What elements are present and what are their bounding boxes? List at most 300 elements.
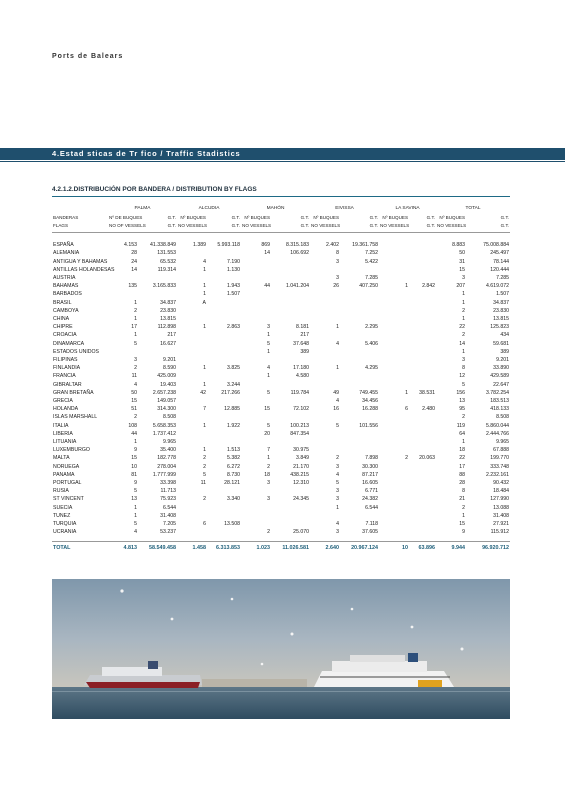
value-cell: 2.232.161 bbox=[485, 471, 510, 478]
value-cell bbox=[271, 520, 310, 528]
value-cell: 4.580 bbox=[296, 373, 310, 380]
value-cell: 8.590 bbox=[163, 365, 176, 372]
value-cell bbox=[271, 356, 310, 364]
column-header-vessels-en: NO VESSELS bbox=[437, 223, 467, 228]
table-row bbox=[52, 520, 510, 528]
flag-cell: ISLAS MARSHALL bbox=[53, 414, 98, 421]
value-cell bbox=[271, 413, 310, 421]
value-cell bbox=[271, 487, 310, 495]
value-cell: 119 bbox=[456, 422, 466, 429]
value-cell: 3 bbox=[462, 275, 466, 281]
value-cell: 199.770 bbox=[490, 455, 510, 462]
table-row bbox=[52, 422, 510, 430]
value-cell: 51 bbox=[131, 406, 137, 413]
value-cell: 2 bbox=[203, 496, 206, 503]
page-header-title: Ports de Balears bbox=[52, 53, 124, 60]
value-cell: 13 bbox=[131, 496, 137, 503]
value-cell bbox=[310, 430, 340, 438]
table-row bbox=[52, 258, 510, 266]
value-cell: 3 bbox=[336, 488, 340, 495]
value-cell bbox=[379, 430, 409, 438]
value-cell: 2 bbox=[405, 455, 409, 462]
value-cell bbox=[379, 528, 409, 536]
table-row bbox=[52, 315, 510, 323]
value-cell: 9 bbox=[462, 529, 466, 536]
value-cell: 5 bbox=[134, 488, 137, 495]
value-cell: 64 bbox=[459, 430, 466, 437]
value-cell: 95 bbox=[459, 406, 466, 413]
value-cell: 65.532 bbox=[160, 258, 176, 265]
value-cell: 8.508 bbox=[496, 414, 510, 421]
flags-table bbox=[52, 204, 510, 554]
column-header-gt: G.T. bbox=[300, 215, 310, 220]
value-cell: 4 bbox=[134, 381, 137, 388]
value-cell bbox=[310, 266, 340, 274]
value-cell bbox=[271, 290, 310, 298]
value-cell: 53.237 bbox=[160, 529, 176, 536]
value-cell: 4.153 bbox=[124, 242, 137, 249]
value-cell bbox=[379, 372, 409, 380]
table-row bbox=[52, 463, 510, 471]
value-cell bbox=[340, 413, 379, 421]
value-cell: 119.784 bbox=[290, 389, 310, 396]
value-cell bbox=[379, 520, 409, 528]
table-row bbox=[52, 528, 510, 536]
value-cell: 5.860.044 bbox=[485, 422, 510, 429]
value-cell: 2 bbox=[336, 455, 340, 462]
value-cell: 3.825 bbox=[227, 365, 241, 372]
total-value: 58.549.458 bbox=[149, 544, 176, 551]
value-cell: 15 bbox=[264, 406, 271, 413]
value-cell: 15 bbox=[131, 398, 137, 405]
value-cell: 2 bbox=[462, 307, 466, 314]
value-cell: 34.456 bbox=[362, 398, 379, 405]
value-cell: 3 bbox=[462, 357, 466, 364]
value-cell bbox=[207, 504, 241, 512]
value-cell bbox=[409, 381, 436, 389]
flag-cell: NORUEGA bbox=[53, 463, 80, 470]
value-cell: 18.484 bbox=[493, 488, 510, 495]
value-cell bbox=[340, 315, 379, 323]
value-cell bbox=[271, 315, 310, 323]
value-cell: 5 bbox=[134, 521, 137, 528]
value-cell: 106.692 bbox=[290, 250, 310, 257]
column-header-gt: G.T. bbox=[426, 215, 436, 220]
value-cell bbox=[409, 356, 436, 364]
flag-cell: CHINA bbox=[53, 316, 70, 323]
value-cell bbox=[310, 413, 340, 421]
value-cell bbox=[409, 479, 436, 487]
value-cell bbox=[271, 266, 310, 274]
value-cell: 1 bbox=[134, 439, 137, 446]
flag-cell: FRANCIA bbox=[53, 373, 76, 380]
value-cell bbox=[271, 381, 310, 389]
value-cell: 18 bbox=[264, 471, 271, 478]
value-cell: 50 bbox=[459, 250, 466, 257]
value-cell bbox=[340, 446, 379, 454]
value-cell: 1.922 bbox=[227, 422, 241, 429]
value-cell bbox=[271, 299, 310, 307]
value-cell bbox=[108, 348, 138, 356]
value-cell bbox=[409, 463, 436, 471]
value-cell bbox=[310, 290, 340, 298]
value-cell: 42 bbox=[200, 389, 206, 396]
value-cell: 23.830 bbox=[493, 307, 510, 314]
value-cell: 1 bbox=[267, 373, 271, 380]
value-cell bbox=[207, 397, 241, 405]
flag-cell: ITALIA bbox=[53, 422, 69, 429]
value-cell: 5.406 bbox=[365, 340, 379, 347]
value-cell bbox=[207, 372, 241, 380]
value-cell bbox=[207, 487, 241, 495]
value-cell bbox=[409, 307, 436, 315]
value-cell: 1 bbox=[405, 389, 409, 396]
value-cell bbox=[340, 512, 379, 520]
value-cell: 3 bbox=[336, 463, 340, 470]
value-cell: 2.863 bbox=[227, 324, 241, 331]
value-cell: 5 bbox=[203, 471, 206, 478]
value-cell bbox=[310, 438, 340, 446]
value-cell: 8 bbox=[462, 365, 466, 372]
value-cell: 2 bbox=[203, 463, 206, 470]
value-cell: 31 bbox=[459, 258, 466, 265]
value-cell: 11.713 bbox=[160, 488, 176, 495]
value-cell bbox=[177, 372, 207, 380]
value-cell bbox=[379, 487, 409, 495]
value-cell: 245.497 bbox=[490, 250, 510, 257]
value-cell: 17 bbox=[131, 324, 137, 331]
value-cell: 2.295 bbox=[365, 324, 379, 331]
value-cell bbox=[271, 397, 310, 405]
value-cell bbox=[409, 290, 436, 298]
value-cell: 1 bbox=[203, 283, 206, 290]
value-cell bbox=[207, 356, 241, 364]
value-cell bbox=[108, 290, 138, 298]
flag-cell: BRASIL bbox=[53, 299, 72, 306]
value-cell bbox=[340, 307, 379, 315]
value-cell: 847.354 bbox=[290, 430, 310, 437]
value-cell: 9.965 bbox=[496, 439, 510, 446]
value-cell: 22 bbox=[459, 455, 466, 462]
value-cell: 7.285 bbox=[496, 275, 510, 281]
value-cell bbox=[379, 249, 409, 257]
column-header-vessels-en: NO VESSELS bbox=[311, 223, 341, 228]
value-cell bbox=[409, 241, 436, 249]
value-cell: 1.737.412 bbox=[152, 430, 176, 437]
column-header-gt: G.T. bbox=[369, 215, 379, 220]
value-cell bbox=[207, 413, 241, 421]
table-row bbox=[52, 340, 510, 348]
value-cell bbox=[310, 299, 340, 307]
value-cell bbox=[340, 356, 379, 364]
value-cell bbox=[241, 307, 271, 315]
total-value: 10 bbox=[402, 544, 409, 551]
value-cell: 3 bbox=[267, 496, 271, 503]
column-header-gt-en: G.T. bbox=[500, 223, 510, 228]
table-row bbox=[52, 512, 510, 520]
value-cell: 3.340 bbox=[227, 496, 241, 503]
value-cell bbox=[409, 323, 436, 331]
value-cell: 4 bbox=[134, 529, 137, 536]
value-cell: 20.063 bbox=[419, 455, 436, 462]
value-cell: 19.361.758 bbox=[352, 242, 379, 249]
group-header-empty bbox=[52, 204, 108, 214]
value-cell: 183.513 bbox=[490, 398, 510, 405]
value-cell bbox=[271, 438, 310, 446]
value-cell: 1 bbox=[134, 512, 137, 519]
value-cell bbox=[409, 397, 436, 405]
flag-cell: GRECIA bbox=[53, 398, 73, 405]
value-cell: 2 bbox=[134, 307, 137, 314]
value-cell bbox=[177, 307, 207, 315]
value-cell bbox=[241, 356, 271, 364]
value-cell: 28.121 bbox=[224, 480, 241, 487]
value-cell: 8.730 bbox=[227, 471, 241, 478]
value-cell bbox=[409, 471, 436, 479]
value-cell: 26 bbox=[333, 283, 340, 290]
value-cell: 4.619.072 bbox=[485, 283, 510, 290]
value-cell: 9.965 bbox=[163, 439, 176, 446]
value-cell: 21 bbox=[459, 496, 466, 503]
value-cell: 1 bbox=[267, 348, 271, 355]
flag-cell: CAMBOYA bbox=[53, 307, 79, 314]
value-cell bbox=[340, 266, 379, 274]
value-cell bbox=[177, 274, 207, 282]
value-cell bbox=[271, 512, 310, 520]
value-cell: 1.041.204 bbox=[285, 283, 310, 290]
total-value: 20.967.124 bbox=[351, 544, 379, 551]
value-cell: 31.408 bbox=[493, 512, 510, 519]
value-cell: 156 bbox=[456, 389, 466, 396]
value-cell: 1 bbox=[203, 381, 206, 388]
value-cell bbox=[340, 372, 379, 380]
value-cell: 5.422 bbox=[365, 258, 379, 265]
value-cell: 5.993.118 bbox=[217, 242, 241, 249]
flag-cell: BAHAMAS bbox=[53, 283, 79, 290]
value-cell: 749.455 bbox=[359, 389, 379, 396]
value-cell: 6.272 bbox=[227, 463, 241, 470]
table-row bbox=[52, 446, 510, 454]
value-cell bbox=[379, 258, 409, 266]
value-cell: 438.215 bbox=[290, 471, 310, 478]
value-cell: 30.300 bbox=[362, 463, 379, 470]
value-cell bbox=[207, 438, 241, 446]
value-cell: 31.408 bbox=[160, 512, 176, 519]
value-cell: 13.508 bbox=[224, 521, 241, 528]
value-cell: 3.244 bbox=[227, 381, 241, 388]
value-cell: 1 bbox=[134, 316, 137, 323]
total-value: 6.313.853 bbox=[216, 544, 241, 551]
value-cell: 112.898 bbox=[157, 324, 176, 331]
value-cell bbox=[207, 249, 241, 257]
value-cell: 7 bbox=[203, 406, 206, 413]
header-spacer bbox=[52, 233, 510, 242]
value-cell: 17.180 bbox=[293, 365, 310, 372]
value-cell: 2 bbox=[134, 414, 137, 421]
value-cell bbox=[379, 397, 409, 405]
value-cell: 135 bbox=[128, 283, 137, 290]
value-cell: 8.508 bbox=[163, 414, 176, 421]
column-header-vessels-en: NO OF VESSELS bbox=[109, 223, 146, 228]
value-cell: 6.771 bbox=[365, 488, 379, 495]
value-cell: 24.345 bbox=[293, 496, 310, 503]
value-cell: 434 bbox=[500, 332, 510, 339]
value-cell: 7.190 bbox=[227, 258, 241, 265]
flag-cell: FINLANDIA bbox=[53, 365, 81, 372]
value-cell: 217 bbox=[167, 332, 176, 339]
value-cell bbox=[310, 315, 340, 323]
value-cell bbox=[340, 348, 379, 356]
table-row bbox=[52, 504, 510, 512]
flag-cell: HOLANDA bbox=[53, 406, 79, 413]
column-header-vessels-en: NO VESSELS bbox=[242, 223, 272, 228]
value-cell bbox=[409, 372, 436, 380]
table-row bbox=[52, 282, 510, 290]
value-cell: 72.102 bbox=[293, 406, 310, 413]
value-cell: 10 bbox=[131, 463, 137, 470]
value-cell bbox=[138, 274, 177, 282]
value-cell: 24 bbox=[131, 258, 137, 265]
value-cell bbox=[207, 331, 241, 339]
value-cell bbox=[379, 274, 409, 282]
table-body bbox=[52, 241, 510, 536]
value-cell: 8 bbox=[336, 250, 340, 257]
flag-cell: ST VINCENT bbox=[53, 496, 84, 503]
value-cell bbox=[310, 446, 340, 454]
value-cell bbox=[379, 323, 409, 331]
value-cell: 1 bbox=[203, 422, 206, 429]
value-cell bbox=[379, 471, 409, 479]
total-value: 4.813 bbox=[123, 544, 137, 551]
total-value: 63.896 bbox=[418, 544, 436, 551]
flag-cell: LUXEMBURGO bbox=[53, 447, 90, 454]
value-cell bbox=[310, 512, 340, 520]
value-cell: 22 bbox=[459, 324, 466, 331]
value-cell bbox=[409, 299, 436, 307]
group-header-row bbox=[52, 204, 510, 214]
value-cell bbox=[340, 381, 379, 389]
value-cell: 217 bbox=[300, 332, 310, 339]
column-header-row-2 bbox=[52, 222, 510, 230]
value-cell: 429.589 bbox=[490, 373, 510, 380]
flag-cell: ANTIGUA Y BAHAMAS bbox=[53, 258, 108, 265]
value-cell: 869 bbox=[261, 242, 271, 249]
table-row bbox=[52, 331, 510, 339]
value-cell bbox=[409, 504, 436, 512]
value-cell bbox=[340, 438, 379, 446]
flag-cell: MALTA bbox=[53, 455, 70, 462]
value-cell: 7.898 bbox=[365, 455, 379, 462]
value-cell bbox=[379, 479, 409, 487]
value-cell: 3 bbox=[336, 496, 340, 503]
value-cell: 1 bbox=[203, 447, 206, 454]
value-cell bbox=[241, 381, 271, 389]
value-cell: 24.382 bbox=[362, 496, 379, 503]
value-cell bbox=[271, 307, 310, 315]
value-cell: 75.923 bbox=[160, 496, 176, 503]
flag-cell: FILIPINAS bbox=[53, 357, 78, 364]
value-cell: 37.648 bbox=[293, 340, 310, 347]
value-cell: 4 bbox=[336, 521, 340, 528]
value-cell: 3 bbox=[336, 275, 340, 281]
column-header-vessels: Nº BUQUES bbox=[439, 215, 466, 220]
value-cell: 2 bbox=[462, 504, 466, 511]
total-value: 2.640 bbox=[325, 544, 340, 551]
value-cell: 33.398 bbox=[160, 480, 176, 487]
value-cell: 1 bbox=[336, 504, 340, 511]
value-cell: 11 bbox=[131, 373, 137, 380]
value-cell: 15 bbox=[459, 521, 466, 528]
table-row bbox=[52, 307, 510, 315]
value-cell: 44 bbox=[131, 430, 137, 437]
value-cell: 217.266 bbox=[221, 389, 241, 396]
column-header-gt-en: G.T. bbox=[167, 223, 176, 228]
value-cell: 22.647 bbox=[493, 381, 510, 388]
value-cell: A bbox=[202, 299, 206, 306]
value-cell: 23.830 bbox=[160, 307, 176, 314]
value-cell bbox=[409, 266, 436, 274]
table-row bbox=[52, 241, 510, 249]
flag-cell: PORTUGAL bbox=[53, 480, 82, 487]
value-cell: 17 bbox=[459, 463, 466, 470]
value-cell: 11 bbox=[200, 480, 206, 487]
table-row bbox=[52, 471, 510, 479]
value-cell: 4 bbox=[203, 258, 206, 265]
value-cell bbox=[177, 512, 207, 520]
value-cell: 1 bbox=[462, 299, 466, 306]
value-cell: 125.823 bbox=[490, 324, 510, 331]
value-cell: 1 bbox=[203, 365, 206, 372]
value-cell: 88 bbox=[459, 471, 466, 478]
value-cell: 6 bbox=[405, 406, 409, 413]
value-cell: 14 bbox=[459, 340, 466, 347]
value-cell bbox=[409, 413, 436, 421]
value-cell: 5 bbox=[267, 340, 271, 347]
flag-cell: SUECIA bbox=[53, 504, 73, 511]
value-cell: 1 bbox=[462, 512, 466, 519]
value-cell: 6.544 bbox=[163, 504, 176, 511]
value-cell: 131.553 bbox=[157, 250, 176, 257]
value-cell: 21.170 bbox=[293, 463, 310, 470]
group-header-la-savina: LA SAVINA bbox=[395, 206, 420, 211]
total-value: 1.458 bbox=[192, 544, 206, 551]
table-row bbox=[52, 356, 510, 364]
value-cell: 5 bbox=[462, 381, 466, 388]
value-cell: 278.004 bbox=[157, 463, 176, 470]
flag-cell: TURQUIA bbox=[53, 521, 77, 528]
value-cell: 16.605 bbox=[362, 480, 379, 487]
value-cell: 1 bbox=[134, 299, 137, 306]
value-cell bbox=[409, 274, 436, 282]
value-cell: 6 bbox=[203, 521, 206, 528]
value-cell: 1.777.999 bbox=[152, 471, 176, 478]
value-cell bbox=[177, 340, 207, 348]
value-cell bbox=[177, 413, 207, 421]
value-cell bbox=[379, 381, 409, 389]
value-cell: 1 bbox=[203, 324, 206, 331]
value-cell bbox=[207, 512, 241, 520]
value-cell bbox=[241, 299, 271, 307]
value-cell: 1 bbox=[336, 324, 340, 331]
value-cell bbox=[379, 299, 409, 307]
value-cell bbox=[409, 249, 436, 257]
value-cell bbox=[310, 381, 340, 389]
value-cell: 2 bbox=[267, 529, 271, 536]
value-cell: 4.295 bbox=[365, 365, 379, 372]
value-cell bbox=[340, 299, 379, 307]
table-row bbox=[52, 249, 510, 257]
value-cell bbox=[379, 413, 409, 421]
